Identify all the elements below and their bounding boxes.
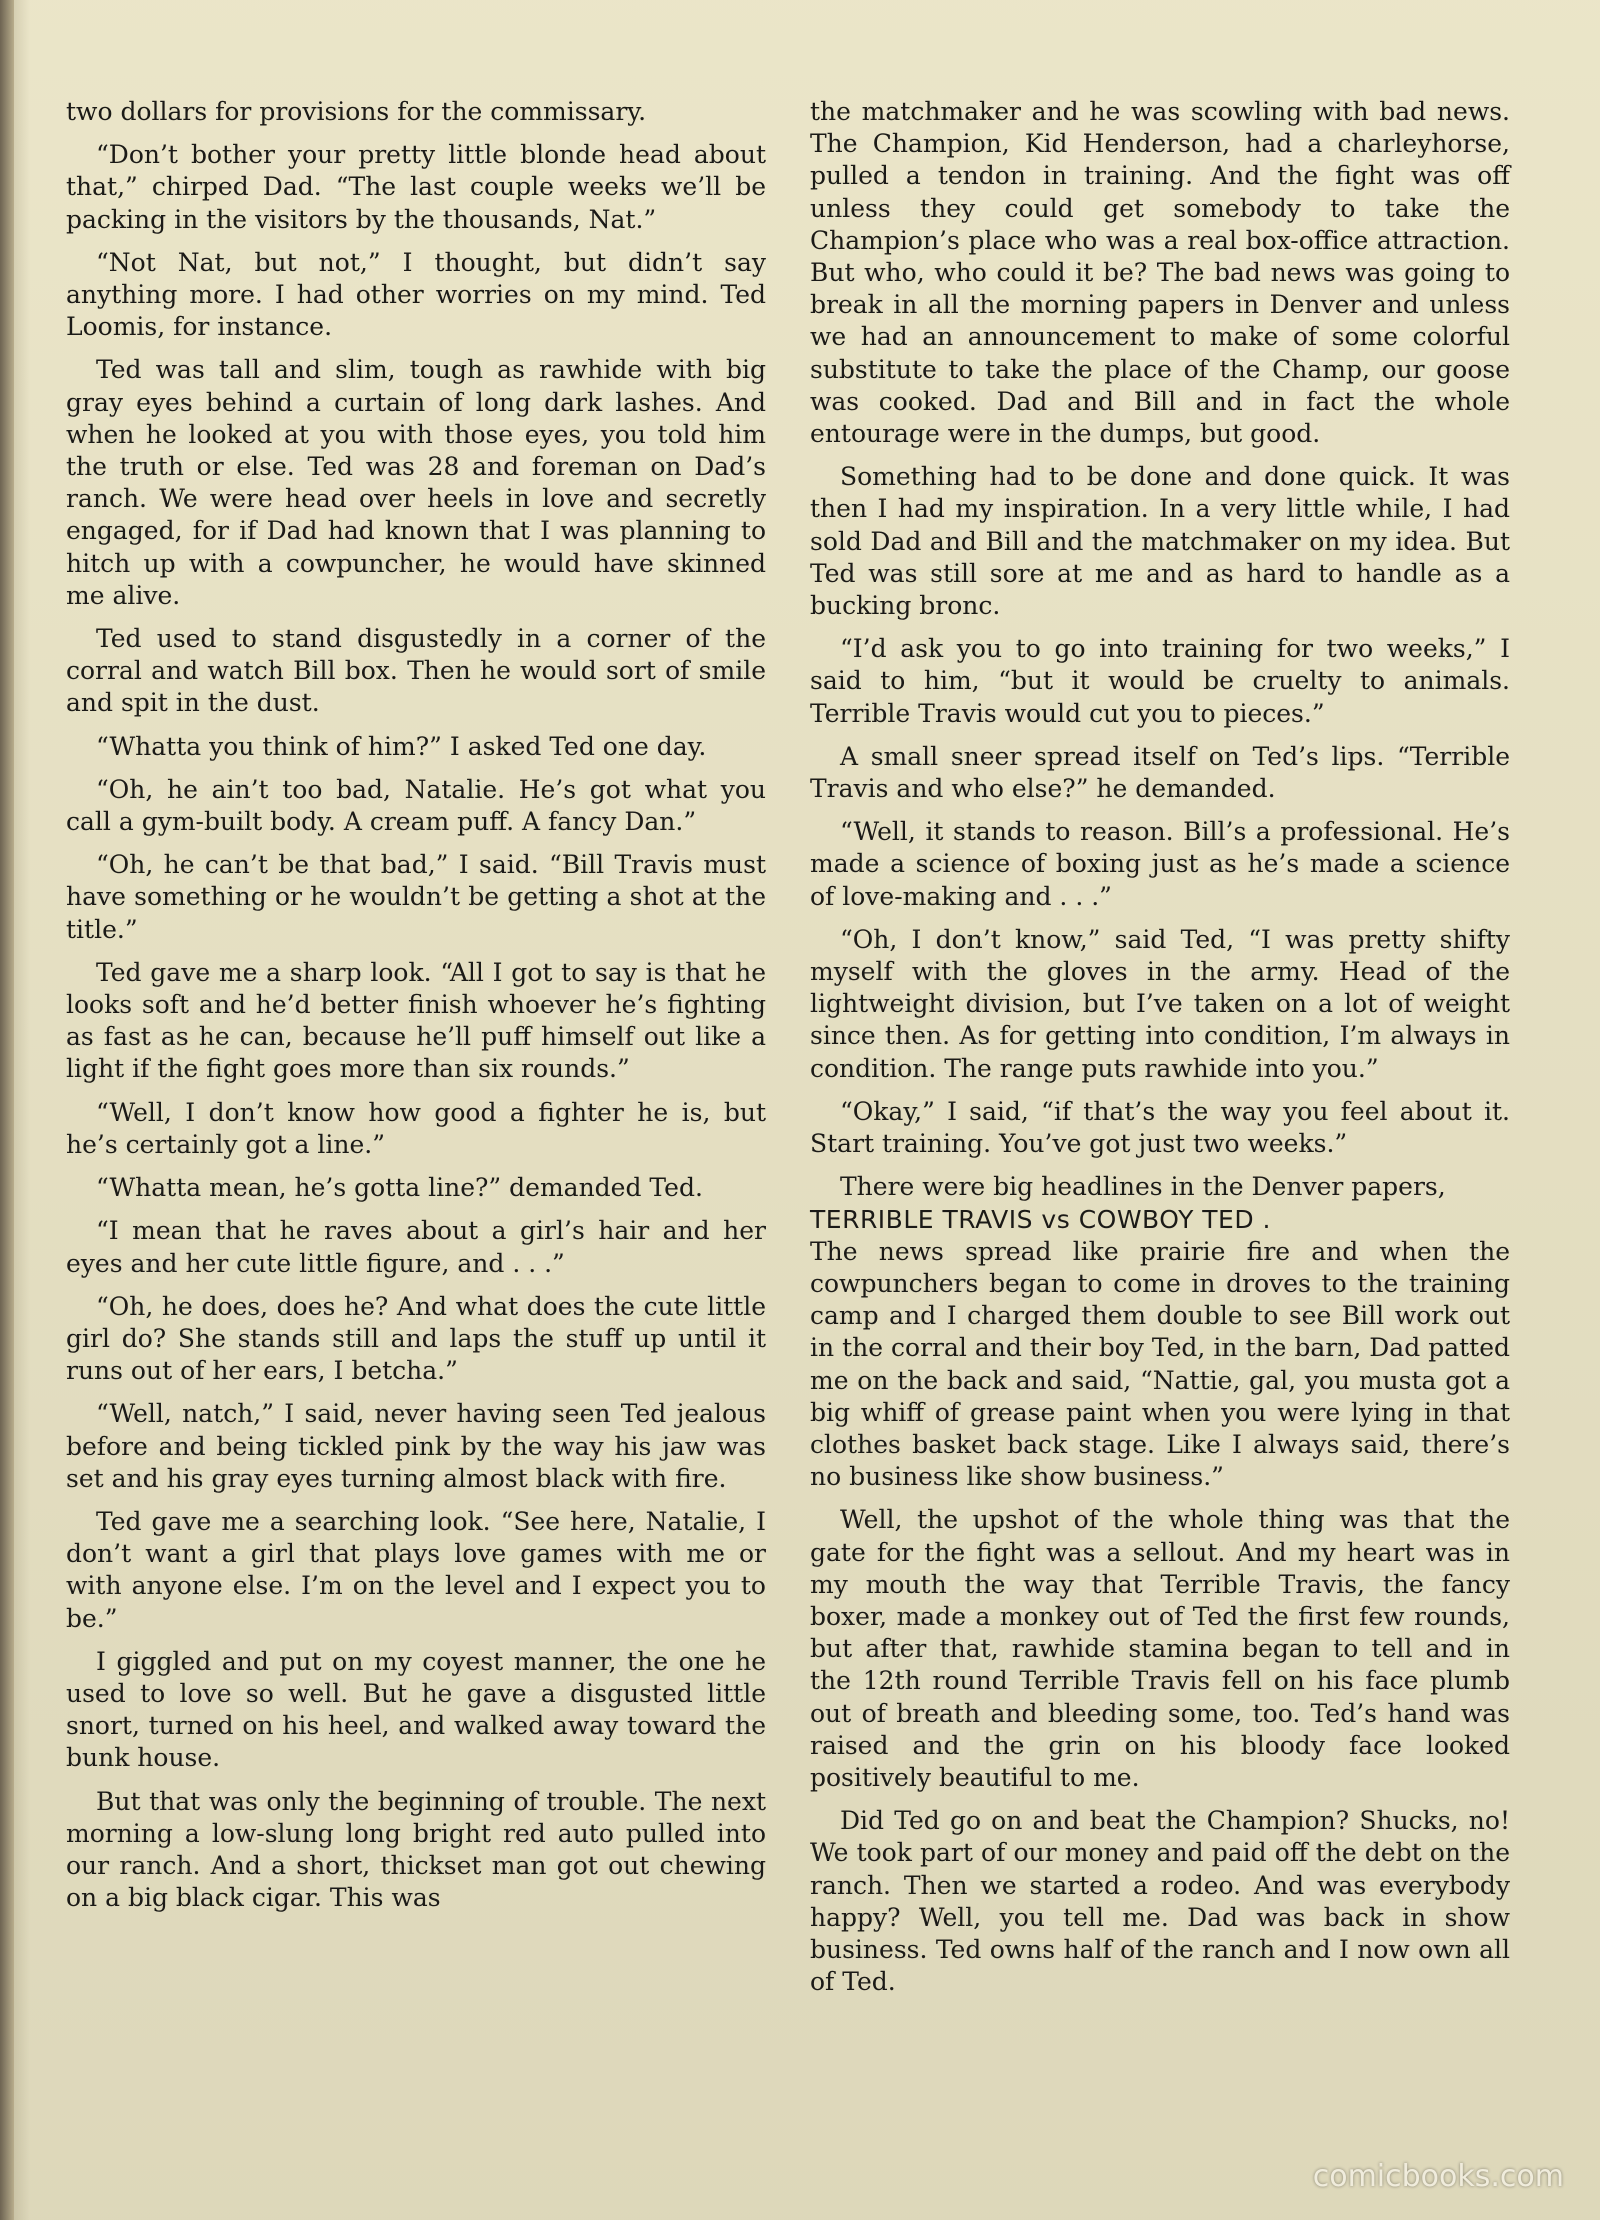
paragraph: “I’d ask you to go into training for two weeks,” I said to him, “but it would be cruelty to animals. Terrible Travis would cut you to pieces.” xyxy=(810,634,1510,728)
page-binding-edge xyxy=(0,0,14,2220)
paragraph: “I mean that he raves about a girl’s hair and her eyes and her cute little figure, and . . .” xyxy=(66,1216,766,1278)
right-text-column xyxy=(810,96,1510,2009)
paragraph: “Oh, he does, does he? And what does the cute little girl do? She stands still and laps the stuff up until it runs out of her ears, I betcha.” xyxy=(66,1291,766,1386)
paragraph: Something had to be done and done quick. It was then I had my inspiration. In a very little while, I had sold Dad and Bill and the matchmaker on my idea. But Ted was still sore at me and as hard to handle as a bucking bronc. xyxy=(810,462,1510,621)
paragraph: But that was only the beginning of trouble. The next morning a low-slung long bright red auto pulled into our ranch. And a short, thickset man got out chewing on a big black cigar. This was xyxy=(66,1786,766,1913)
paragraph: “Oh, he can’t be that bad,” I said. “Bill Travis must have something or he wouldn’t be getting a shot at the title.” xyxy=(66,850,766,944)
paragraph: two dollars for provisions for the commissary. xyxy=(66,97,647,126)
paragraph: Ted was tall and slim, tough as rawhide with big gray eyes behind a curtain of long dark lashes. And when he looked at you with those eyes, you told him the truth or else. Ted was 28 and foreman on Dad’s ranch. We were head over heels in love and secretly engaged, for if Dad had known that I was planning to hitch up with a cowpuncher, he would have skinned me alive. xyxy=(66,355,766,610)
paragraph: “Whatta mean, he’s gotta line?” demanded Ted. xyxy=(96,1173,703,1203)
paragraph: “Oh, he ain’t too bad, Natalie. He’s got what you call a gym-built body. A cream puff. A fancy Dan.” xyxy=(66,774,766,837)
newspaper-headline: TERRIBLE TRAVIS vs COWBOY TED . xyxy=(810,1204,1271,1234)
paragraph: Ted used to stand disgustedly in a corner of the corral and watch Bill box. Then he would sort of smile and spit in the dust. xyxy=(66,624,766,718)
paragraph: A small sneer spread itself on Ted’s lips. “Terrible Travis and who else?” he demanded. xyxy=(810,741,1510,804)
headline-line xyxy=(810,1204,1510,1236)
paragraph: “Well, I don’t know how good a fighter he is, but he’s certainly got a line.” xyxy=(66,1097,766,1159)
paragraph: Did Ted go on and beat the Champion? Shucks, no! We took part of our money and paid off the debt on the ranch. Then we started a rodeo. And was everybody happy? Well, you tell me. Dad was back in show business. Ted owns half of the ranch and I now own all of Ted. xyxy=(810,1806,1510,1997)
left-text-column xyxy=(66,96,766,1925)
site-watermark: comicbooks.com xyxy=(1312,2159,1564,2194)
paragraph: Ted gave me a sharp look. “All I got to say is that he looks soft and he’d better finish whoever he’s fighting as fast as he can, because he’ll puff himself out like a light if the fight goes more than six rounds.” xyxy=(66,957,766,1084)
paragraph: “Don’t bother your pretty little blonde head about that,” chirped Dad. “The last couple weeks we’ll be packing in the visitors by the thousands, Nat.” xyxy=(66,140,766,234)
paragraph: Well, the upshot of the whole thing was that the gate for the fight was a sellout. And my heart was in my mouth the way that Terrible Travis, the fancy boxer, made a monkey out of Ted the first few rounds, but after that, rawhide stamina began to tell and in the 12th round Terrible Travis fell on his face plumb out of breath and bleeding some, too. Ted’s hand was raised and the grin on his bloody face looked positively beautiful to me. xyxy=(810,1505,1510,1792)
paragraph: “Okay,” I said, “if that’s the way you feel about it. Start training. You’ve got just two weeks.” xyxy=(810,1096,1510,1159)
paragraph: There were big headlines in the Denver papers, xyxy=(840,1172,1446,1202)
paragraph: “Not Nat, but not,” I thought, but didn’t say anything more. I had other worries on my mind. Ted Loomis, for instance. xyxy=(66,247,766,342)
paragraph: “Well, it stands to reason. Bill’s a professional. He’s made a science of boxing just as he’s made a science of love-making and . . .” xyxy=(810,817,1510,911)
paragraph: the matchmaker and he was scowling with bad news. The Champion, Kid Henderson, had a charleyhorse, pulled a tendon in training. And the fight was off unless they could get somebody to take the Champion’s place who was a real box-office attraction. But who, who could it be? The bad news was going to break in all the morning papers in Denver and unless we had an announcement to make of some colorful substitute to take the place of the Champ, our goose was cooked. Dad and Bill and in fact the whole entourage were in the dumps, but good. xyxy=(810,97,1510,449)
paragraph: Ted gave me a searching look. “See here, Natalie, I don’t want a girl that plays love games with me or with anyone else. I’m on the level and I expect you to be.” xyxy=(66,1506,766,1633)
paragraph: “Oh, I don’t know,” said Ted, “I was pretty shifty myself with the gloves in the army. Head of the lightweight division, but I’ve taken on a lot of weight since then. As for getting into condition, I’m always in condition. The range puts rawhide into you.” xyxy=(810,924,1510,1083)
paragraph: The news spread like prairie fire and when the cowpunchers began to come in droves to the training camp and I charged them double to see Bill work out in the corral and their boy Ted, in the barn, Dad patted me on the back and said, “Nattie, gal, you musta got a big whiff of grease paint when you were lying in that clothes basket back stage. Like I always said, there’s no business like show business.” xyxy=(810,1236,1510,1492)
paragraph: “Whatta you think of him?” I asked Ted one day. xyxy=(96,731,707,761)
paragraph: “Well, natch,” I said, never having seen Ted jealous before and being tickled pink by the way his jaw was set and his gray eyes turning almost black with fire. xyxy=(66,1399,766,1493)
paragraph: I giggled and put on my coyest manner, the one he used to love so well. But he gave a disgusted little snort, turned on his heel, and walked away toward the bunk house. xyxy=(66,1646,766,1773)
